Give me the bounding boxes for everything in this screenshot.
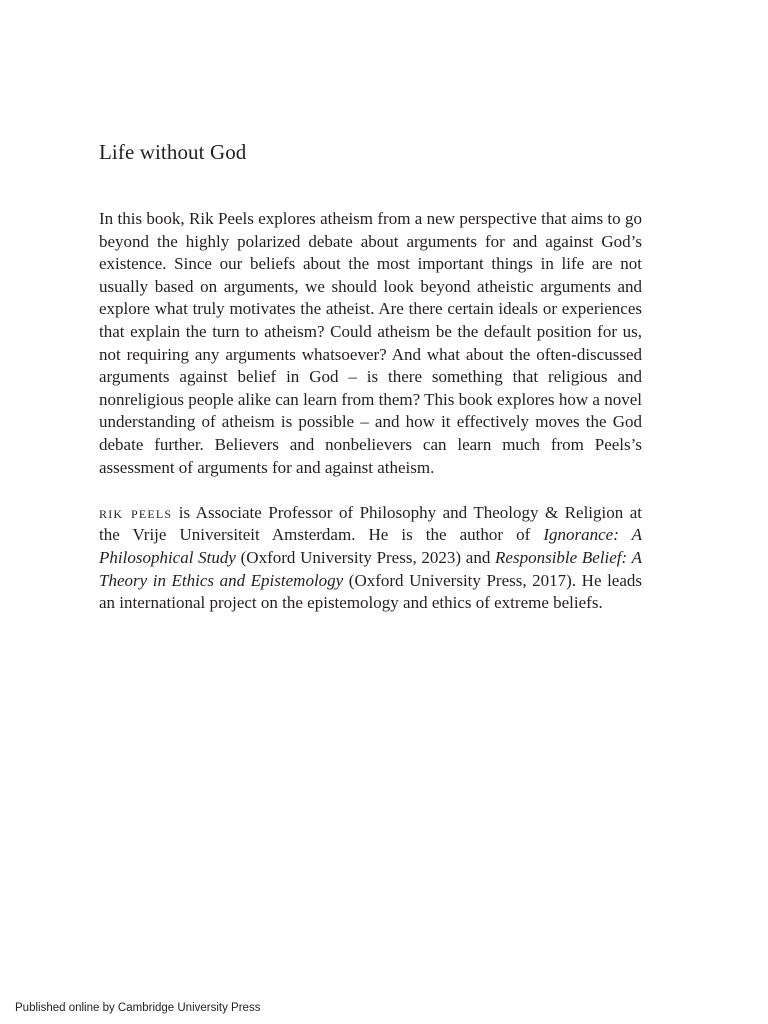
book-title-ignorance: Ignorance: A Philosophical Study: [99, 525, 642, 567]
publisher-footer: Published online by Cambridge University Press: [15, 1002, 261, 1014]
author-bio-text-2: (Oxford University Press, 2023) and: [235, 547, 496, 567]
author-bio-text-1: is Associate Professor of Philosophy and Theology & Religion at the Vrije Universiteit Amsterdam. He is the author of: [99, 502, 642, 545]
author-name: rik peels: [99, 502, 173, 522]
summary-paragraph: In this book, Rik Peels explores atheism from a new perspective that aims to go beyond the highly polarized debate about arguments for and against God’s existence. Since our beliefs about the most important things in life are not usually based on arguments, we should look beyond atheistic arguments and explore what truly motivates the atheist. Are there certain ideals or experiences that explain the turn to atheism? Could atheism be the default position for us, not requiring any arguments whatsoever? And what about the often-discussed arguments against belief in God – is there something that religious and nonreligious people alike can learn from them? This book explores how a novel understanding of atheism is possible – and how it effectively moves the God debate further. Believers and nonbelievers can learn much from Peels’s assessment of arguments for and against atheism.: [99, 209, 642, 477]
author-bio-text-3: (Oxford University Press, 2017). He leads an international project on the epistemology and ethics of extreme beliefs.: [99, 570, 642, 613]
page-title: Life without God: [99, 140, 247, 164]
book-description: [99, 208, 642, 615]
book-title-responsible-belief: Responsible Belief: A Theory in Ethics and Epistemology: [99, 547, 642, 590]
author-bio-paragraph: [99, 502, 642, 615]
